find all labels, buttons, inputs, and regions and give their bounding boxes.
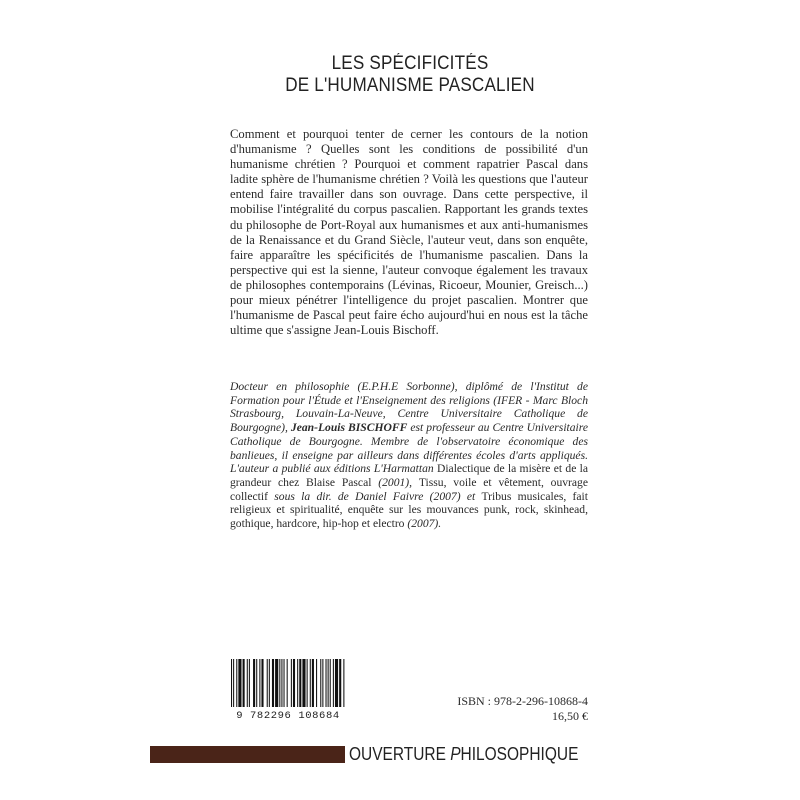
barcode-bar	[339, 659, 341, 707]
barcode-bar	[233, 659, 234, 707]
barcode-bar	[249, 659, 250, 707]
barcode-bar	[312, 659, 314, 707]
barcode-bars	[223, 659, 353, 711]
barcode-bar	[284, 659, 285, 707]
bio-work-2: Tissu, voile et vêtement, ouvrage collectif	[230, 475, 588, 503]
bio-part-1: Docteur en philosophie (E.P.H.E Sorbonne), diplômé de l'Institut de Formation pour l'Étude et l'Enseignement des religions (IFER - Marc Bloch Strasbourg, Louvain-La-Neuve, Centre Universitaire Catholique de Bourgogne),	[230, 380, 588, 435]
barcode-bar	[238, 659, 241, 707]
collection-prefix: OUVERTURE	[349, 744, 451, 764]
summary-paragraph: Comment et pourquoi tenter de cerner les contours de la notion d'humanisme ? Quelles sont les conditions de possibilité d'un humanisme chrétien ? Pourquoi et comment rapatrier Pascal dans ladite sphère de l'humanisme chrétien ? Voilà les questions que l'auteur entend faire travailler dans son ouvrage. Dans cette perspective, il mobilise l'intégralité du corpus pascalien. Rapportant les grands textes du philosophe de Port-Royal aux humanismes et aux anti-humanismes de la Renaissance et du Grand Siècle, l'auteur veut, dans son enquête, faire apparaître les spécificités de l'humanisme pascalien. Dans la perspective qui est la sienne, l'auteur convoque également les travaux de philosophes contemporains (Lévinas, Ricoeur, Mounier, Greisch...) pour mieux pénétrer l'intelligence du projet pascalien. Montrer que l'humanisme de Pascal peut faire écho aujourd'hui en nous est la tâche ultime que s'assigne Jean-Louis Bischoff.	[230, 127, 588, 338]
barcode-bar	[330, 659, 331, 707]
price: 16,50 €	[552, 709, 588, 723]
barcode	[223, 659, 353, 725]
barcode-bar	[256, 659, 257, 707]
barcode-bar	[236, 659, 237, 707]
barcode-bar	[267, 659, 268, 707]
barcode-bar	[335, 659, 338, 707]
title-line-2: DE L'HUMANISME PASCALIEN	[285, 75, 535, 96]
barcode-bar	[293, 659, 295, 707]
barcode-bar	[322, 659, 323, 707]
barcode-bar	[320, 659, 321, 707]
barcode-bar	[297, 659, 298, 707]
bio-director: sous la dir. de Daniel Faivre (2007) et	[267, 489, 482, 503]
isbn-number: ISBN : 978-2-296-10868-4	[457, 694, 588, 708]
author-bio	[230, 380, 588, 531]
bio-paragraph	[230, 380, 588, 531]
barcode-bar	[281, 659, 282, 707]
barcode-bar	[299, 659, 301, 707]
barcode-bar	[333, 659, 334, 707]
barcode-bar	[279, 659, 280, 707]
title-line-1: LES SPÉCIFICITÉS	[331, 53, 489, 74]
collection-name	[349, 743, 578, 765]
barcode-bar	[269, 659, 270, 707]
barcode-bar	[291, 659, 292, 707]
summary-text	[230, 127, 588, 338]
barcode-bar	[275, 659, 278, 707]
author-name: Jean-Louis BISCHOFF	[290, 421, 408, 435]
barcode-bar	[302, 659, 305, 707]
book-title	[176, 53, 644, 97]
barcode-bar	[247, 659, 248, 707]
barcode-bar	[343, 659, 344, 707]
isbn-block	[457, 694, 588, 724]
barcode-bar	[253, 659, 255, 707]
collection-rest: HILOSOPHIQUE	[460, 744, 579, 764]
barcode-bar	[231, 659, 232, 707]
barcode-bar	[243, 659, 245, 707]
barcode-bar	[272, 659, 274, 707]
bio-work-1: Dialectique de la misère et de la grandeur chez Blaise Pascal	[230, 462, 588, 489]
collection-p: P	[450, 744, 461, 764]
barcode-bar	[307, 659, 308, 707]
barcode-bar	[261, 659, 263, 707]
barcode-bar	[328, 659, 329, 707]
bio-work-3: Tribus musicales, fait religieux et spiritualité, enquête sur les mouvances punk, rock, skinhead, gothique, hardcore, hip-hop et electro	[230, 489, 588, 531]
barcode-bar	[316, 659, 317, 707]
bio-year-3: (2007).	[404, 517, 442, 531]
bio-year-1: (2001),	[371, 475, 419, 489]
barcode-bar	[259, 659, 260, 707]
barcode-bar	[326, 659, 327, 707]
collection-bar	[150, 746, 345, 763]
barcode-digits: 9 782296 108684	[236, 710, 340, 722]
barcode-bar	[287, 659, 288, 707]
bio-part-2: est professeur au Centre Universitaire Catholique de Bourgogne. Membre de l'observatoire économique des banlieues, il enseigne par ailleurs dans différentes écoles d'arts appliqués. L'auteur a publié aux éditions L'Harmattan	[230, 421, 589, 476]
barcode-bar	[310, 659, 311, 707]
